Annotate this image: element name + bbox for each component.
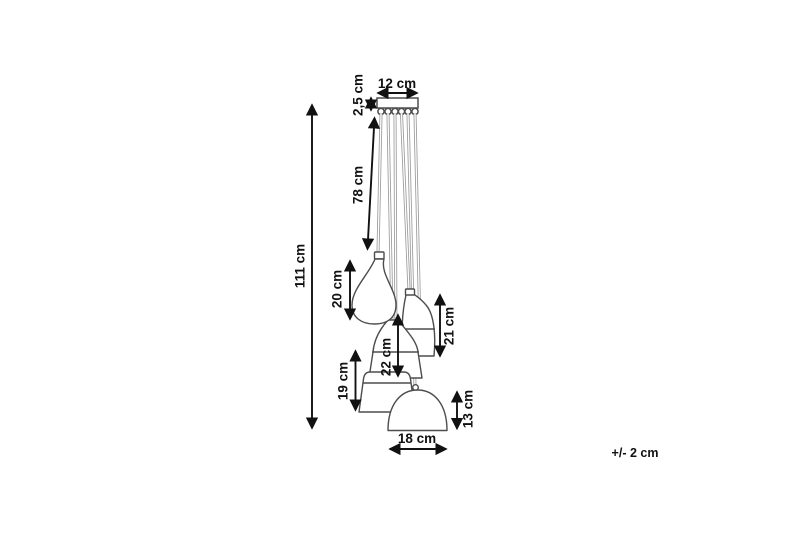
teardrop-shade-socket bbox=[375, 252, 385, 259]
teardrop-shade-height-label: 20 cm bbox=[329, 269, 345, 309]
canopy-width-label: 12 cm bbox=[377, 76, 417, 91]
cord-grip bbox=[405, 108, 411, 114]
cord-grip bbox=[385, 108, 391, 114]
funnel-shade-height-label: 21 cm bbox=[441, 306, 457, 346]
cord-grip bbox=[412, 108, 418, 114]
cord-grip bbox=[398, 108, 404, 114]
cone-shade-height-label: 19 cm bbox=[335, 361, 351, 401]
cord-grip bbox=[378, 108, 384, 114]
lamp-shades bbox=[352, 252, 447, 431]
total-height-label: 111 cm bbox=[292, 243, 308, 289]
cord-length-label: 78 cm bbox=[350, 165, 366, 205]
dome-shade-width-label: 18 cm bbox=[397, 431, 437, 446]
cord-grip bbox=[392, 108, 398, 114]
teardrop-shade-body bbox=[352, 259, 396, 324]
bell-shade-height-label: 22 cm bbox=[378, 337, 394, 377]
canopy-plate bbox=[377, 98, 418, 108]
ceiling-canopy bbox=[377, 98, 418, 115]
tolerance-note: +/- 2 cm bbox=[611, 446, 659, 460]
canopy-thickness-label: 2,5 cm bbox=[350, 73, 366, 117]
dimension-labels bbox=[293, 74, 659, 460]
cord-length-arrow bbox=[368, 118, 375, 249]
dome-shade-height-label: 13 cm bbox=[460, 389, 476, 429]
